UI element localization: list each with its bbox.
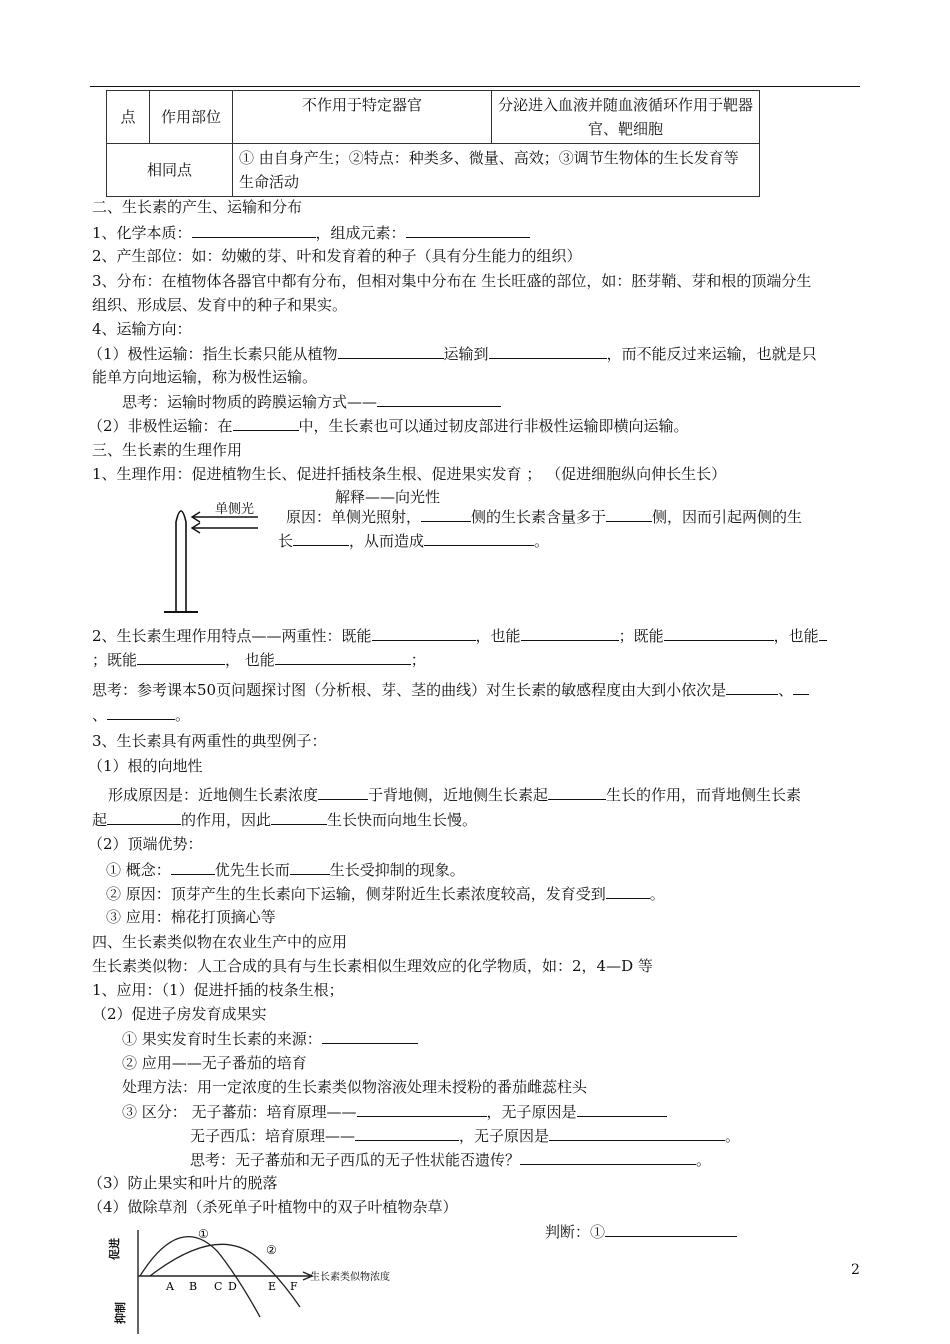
blank [726,678,778,695]
blank [377,390,501,407]
point-label: A [166,1280,174,1293]
text-line: 2、生长素生理作用特点——两重性：既能 ，也能 ；既能 ，也能 [92,624,827,647]
blank [137,648,225,665]
table-cell: ① 由自身产生；②特点：种类多、微量、高效；③调节生物体的生长发育等生命活动 [233,144,760,197]
blank [606,882,650,899]
blank [275,648,411,665]
blank [355,1124,459,1141]
blank [372,624,476,641]
blank [318,783,368,800]
blank [549,1124,725,1141]
blank [290,858,330,875]
curve-2-label: ② [266,1243,277,1257]
section-3-title: 三、生长素的生理作用 [92,441,243,459]
table-cell: 分泌进入血液并随血液循环作用于靶器官、靶细胞 [492,91,760,144]
blank [338,342,444,359]
table-cell: 不作用于特定器官 [233,91,492,144]
blank [107,703,175,720]
text-line: 1、生理作用：促进植物生长、促进扦插枝条生根、促进果实发育 ； （促进细胞纵向伸长生长） [92,465,727,483]
text-line: 1、化学本质： ，组成元素： [92,221,530,244]
text-line: 判断：① [545,1220,737,1243]
point-label: D [228,1280,237,1293]
text-line: （2）顶端优势： [88,835,203,853]
text-line: （1）极性运输：指生长素只能从植物 运输到 ，而不能反过来运输，也就是只 [88,342,817,365]
y-label-down: 抑制 [114,1302,127,1324]
text-line: ③ 区分： 无子蕃茄：培育原理—— ，无子原因是 [122,1100,667,1123]
blank [424,529,534,546]
text-line: 能单方向地运输，称为极性运输。 [92,368,318,386]
point-label: E [268,1280,277,1293]
blank [322,1027,418,1044]
text-line: ② 应用——无子番茄的培育 [122,1054,307,1072]
text-line: （2）非极性运输：在 中，生长素也可以通过韧皮部进行非极性运输即横向运输。 [88,414,689,437]
blank [577,1100,667,1117]
blank [521,624,619,641]
text-line: 长 ，从而造成 。 [278,529,549,552]
text-line: 4、运输方向： [92,320,192,338]
table-cell: 点 [107,91,150,144]
blank [107,808,181,825]
blank [520,1148,696,1165]
blank [548,783,606,800]
blank [192,221,316,238]
blank [605,1220,737,1237]
x-axis-label: 生长素类似物浓度 [310,1272,390,1283]
text-line: 组织、形成层、发育中的种子和果实。 [92,296,348,314]
text-line: 形成原因是：近地侧生长素浓度 于背地侧，近地侧生长素起 生长的作用，而背地侧生长素 [108,783,801,806]
blank [271,808,327,825]
text-line: 2、产生部位：如：幼嫩的芽、叶和发育着的种子（具有分生能力的组织） [92,247,582,265]
point-label: C [214,1280,223,1293]
text-line: 思考：参考课本50页问题探讨图（分析根、芽、茎的曲线）对生长素的敏感程度由大到小依次是 、 [92,678,809,701]
text-line: 解释——向光性 [335,488,441,506]
blank [606,505,652,522]
text-line: ② 原因：顶芽产生的生长素向下运输，侧芽附近生长素浓度较高，发育受到 。 [106,882,665,905]
table-cell: 作用部位 [150,91,233,144]
text-line: 1、应用：（1）促进扦插的枝条生根； [92,981,344,999]
blank [664,624,774,641]
text-line: 、 。 [92,703,190,726]
point-label: F [290,1280,298,1293]
text-line: （3）防止果实和叶片的脱落 [88,1174,278,1192]
blank [233,414,299,431]
text-line: 无子西瓜：培育原理—— ，无子原因是 。 [190,1124,740,1147]
text-line: 3、生长素具有两重性的典型例子： [92,732,327,750]
header-rule [90,86,860,87]
page-number: 2 [851,1262,860,1278]
y-label-up: 促进 [108,1238,121,1260]
blank [489,342,607,359]
comparison-table [106,90,760,197]
text-line: 处理方法：用一定浓度的生长素类似物溶液处理未授粉的番茄雌蕊柱头 [122,1078,588,1096]
curve-1-label: ① [198,1227,209,1241]
blank [406,221,530,238]
section-2-title: 二、生长素的产生、运输和分布 [92,198,303,216]
blank [421,505,471,522]
text-line: 原因：单侧光照射， 侧的生长素含量多于 侧，因而引起两侧的生 [286,505,802,528]
text-line: （4）做除草剂（杀死单子叶植物中的双子叶植物杂草） [88,1198,458,1216]
section-4-title: 四、生长素类似物在农业生产中的应用 [92,933,348,951]
blank [793,678,809,695]
blank [819,624,827,641]
text-line: ③ 应用：棉花打顶摘心等 [106,908,276,926]
text-line: （1）根的向地性 [88,757,203,775]
text-line: 3、分布：在植物体各器官中都有分布，但相对集中分布在 生长旺盛的部位，如：胚芽鞘、芽和根的顶端分生 [92,272,812,290]
dose-response-graph [100,1222,440,1337]
light-label: 单侧光 [215,502,255,517]
blank [293,529,349,546]
table-cell: 相同点 [107,144,233,197]
text-line: 生长素类似物：人工合成的具有与生长素相似生理效应的化学物质，如：2，4—D 等 [92,957,653,975]
text-line: ；既能 ， 也能 ； [92,648,426,671]
blank [357,1100,487,1117]
blank [171,858,215,875]
text-line: 思考：运输时物质的跨膜运输方式—— [122,390,501,413]
text-line: ① 概念： 优先生长而 生长受抑制的现象。 [106,858,465,881]
text-line: 思考：无子蕃茄和无子西瓜的无子性状能否遗传？ 。 [190,1148,711,1171]
point-label: B [189,1280,198,1293]
text-line: 起 的作用，因此 生长快而向地生长慢。 [92,808,477,831]
coleoptile-shape [176,511,186,612]
text-line: （2）促进子房发育成果实 [92,1005,267,1023]
text-line: ① 果实发育时生长素的来源： [122,1027,418,1050]
